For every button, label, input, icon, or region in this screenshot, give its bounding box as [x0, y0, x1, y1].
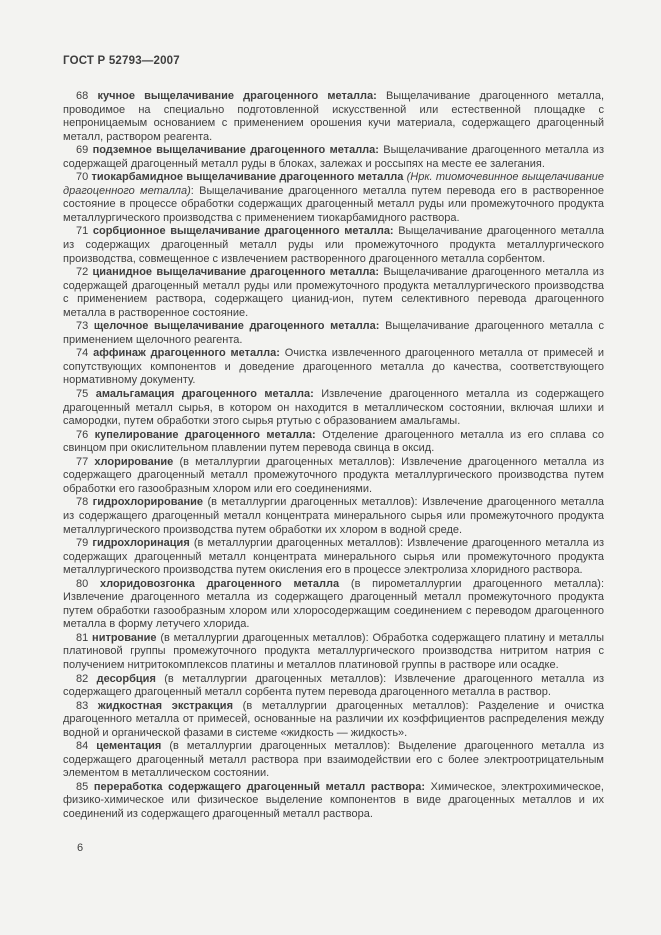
term-name: аффинаж драгоценного металла:: [93, 347, 280, 360]
term-note: (Нрк. тиомочевинное выщелачивание драгоценного металла): [63, 171, 604, 197]
term-item: 80 хлоридовозгонка драгоценного металла (в пирометаллургии драгоценного металла): Извлечение драгоценного металла из содержащего драгоценный металл промежуточного продукта путем обработки газообразным хлором или хлоросодержащим соединением с переводом драгоценного металла в форму летучего хлорида.: [63, 577, 604, 631]
term-name: купелирование драгоценного металла:: [94, 428, 316, 441]
term-item: 79 гидрохлоринация (в металлургии драгоценных металлов): Извлечение драгоценного металла из содержащих драгоценный металл концентрата минерального сырья или промежуточного продукта металлургического производства путем окисления его в процессе электролиза хлоридного раствора.: [63, 537, 605, 577]
page-number: 6: [77, 842, 84, 854]
term-name: переработка содержащего драгоценный металл раствора:: [93, 780, 426, 793]
term-definition: Выщелачивание драгоценного металла путем перевода его в растворенное состояние в процессе обработки содержащих драгоценный металл руды или промежуточного продукта металлургического производства с применением тиокарбамидного раствора.: [63, 184, 604, 224]
term-number: 78: [76, 496, 93, 509]
term-name: щелочное выщелачивание драгоценного металла:: [93, 320, 380, 333]
term-name: кучное выщелачивание драгоценного металла:: [97, 90, 377, 102]
term-qualifier: (в металлургии драгоценных металлов): [169, 740, 388, 753]
term-name: жидкостная экстракция: [97, 699, 233, 712]
term-number: 74: [76, 347, 94, 360]
term-item: [63, 320, 604, 347]
term-number: 75: [76, 388, 96, 401]
term-number: 71: [76, 225, 93, 238]
term-number: 69: [76, 144, 93, 157]
term-number: 83: [76, 699, 98, 712]
term-item: 77 хлорирование (в металлургии драгоценных металлов): Извлечение драгоценного металла из содержащего драгоценный металл промежуточного продукта металлургического производства путем обработки его газообразным хлором или его соединениями.: [63, 455, 604, 495]
term-qualifier: (в пирометаллургии драгоценного металла): [350, 577, 601, 590]
term-name: подземное выщелачивание драгоценного металла:: [92, 144, 379, 157]
term-number: 85: [76, 780, 94, 793]
term-number: 84: [76, 740, 97, 753]
term-item: 83 жидкостная экстракция (в металлургии драгоценных металлов): Разделение и очистка драгоценного металла от примесей, основанные на различии их коэффициентов распределения между водной и органической фазами в системе «жидкость — жидкость».: [63, 699, 604, 739]
term-name: сорбционное выщелачивание драгоценного металла:: [92, 225, 394, 238]
term-qualifier: (в металлургии драгоценных металлов): [193, 537, 401, 550]
term-number: 70: [76, 171, 92, 184]
term-definition: Извлечение драгоценного металла из содержащих драгоценный металл концентрата минерального сырья или промежуточного продукта металлургического производства путем окисления его в процессе электролиза хлоридного раствора.: [63, 537, 605, 577]
term-name: тиокарбамидное выщелачивание драгоценного металла: [91, 171, 404, 184]
term-definition: Извлечение драгоценного металла из содержащего драгоценный металл промежуточного продукта металлургического производства путем обработки его газообразным хлором или его соединениями.: [63, 455, 604, 495]
term-number: 72: [76, 266, 93, 279]
term-name: гидрохлоринация: [92, 537, 190, 550]
term-number: 80: [76, 577, 100, 590]
term-definition: Выделение драгоценного металла из содержащего драгоценный металл раствора при взаимодействии его с более электроотрицательным элементом в металлическом состоянии.: [63, 740, 605, 780]
term-definition: Химическое, электрохимическое, физико-химическое или физическое выделение компонентов в виде драгоценных металлов и их соединений из содержащего драгоценный металл раствора.: [63, 780, 604, 820]
term-qualifier: (в металлургии драгоценных металлов): [164, 672, 384, 685]
term-item: [63, 266, 604, 320]
term-number: 77: [76, 455, 95, 468]
document-code: ГОСТ Р 52793—2007: [63, 55, 180, 67]
term-name: цементация: [96, 740, 162, 753]
term-item: 82 десорбция (в металлургии драгоценных металлов): Извлечение драгоценного металла из содержащего драгоценный металл сорбента путем перевода драгоценного металла в раствор.: [63, 672, 605, 699]
terms-list: [63, 90, 604, 822]
term-qualifier: (в металлургии драгоценных металлов): [179, 455, 392, 468]
term-definition: Извлечение драгоценного металла из содержащего драгоценный металл сырья, в котором он находится в металлическом состоянии, включая шлихи и самородки, путем обработки этого сырья ртутью с образованием амальгамы.: [63, 388, 604, 428]
term-item: [63, 90, 604, 144]
term-name: десорбция: [96, 672, 156, 685]
term-definition: Разделение и очистка драгоценного металла от примесей, основанные на различии их коэффициентов распределения между водной и органической фазами в системе «жидкость — жидкость».: [63, 699, 604, 739]
term-number: 82: [76, 672, 97, 685]
term-item: 70 тиокарбамидное выщелачивание драгоценного металла (Нрк. тиомочевинное выщелачивание драгоценного металла): Выщелачивание драгоценного металла путем перевода его в растворенное состояние в процессе обработки содержащих драгоценный металл руды или промежуточного продукта металлургического производства с применением тиокарбамидного раствора.: [63, 171, 604, 224]
term-item: 78 гидрохлорирование (в металлургии драгоценных металлов): Извлечение драгоценного металла из содержащего драгоценный металл концентрата минерального сырья или промежуточного продукта металлургического производства путем обработки их хлором в водной среде.: [63, 496, 604, 536]
term-item: 81 нитрование (в металлургии драгоценных металлов): Обработка содержащего платину и металлы платиновой группы промежуточного продукта металлургического производства нитритом натрия с получением нитритокомплексов платины и металлов платиновой группы в растворе или осадке.: [63, 631, 604, 671]
term-number: 81: [76, 631, 93, 644]
term-qualifier: (в металлургии драгоценных металлов): [160, 631, 366, 644]
term-definition: Обработка содержащего платину и металлы платиновой группы промежуточного продукта металлургического производства нитритом натрия с получением нитритокомплексов платины и металлов платиновой группы в растворе или осадке.: [63, 631, 604, 671]
term-definition: Извлечение драгоценного металла из содержащего драгоценный металл промежуточного продукта путем обработки газообразным хлором или хлоросодержащим соединением с переводом драгоценного металла в форму летучего хлорида.: [63, 591, 604, 631]
term-item: [63, 781, 604, 822]
term-number: 79: [76, 537, 93, 550]
term-name: цианидное выщелачивание драгоценного металла:: [92, 266, 380, 279]
term-qualifier: (в металлургии драгоценных металлов): [207, 496, 415, 509]
term-definition: Извлечение драгоценного металла из содержащего драгоценный металл концентрата минерального сырья или промежуточного продукта металлургического производства путем обработки их хлором в водной среде.: [63, 496, 604, 536]
term-item: [63, 429, 604, 456]
term-definition: Выщелачивание драгоценного металла с применением щелочного реагента.: [63, 320, 604, 346]
term-number: 68: [76, 90, 98, 102]
term-name: амальгамация драгоценного металла:: [95, 388, 314, 401]
term-item: 84 цементация (в металлургии драгоценных металлов): Выделение драгоценного металла из содержащего драгоценный металл раствора при взаимодействии его с более электроотрицательным элементом в металлическом состоянии.: [63, 740, 605, 780]
term-item: [63, 144, 604, 171]
term-name: нитрование: [92, 631, 157, 644]
term-name: хлоридовозгонка драгоценного металла: [99, 577, 340, 590]
term-name: гидрохлорирование: [92, 496, 204, 509]
term-name: хлорирование: [94, 455, 174, 468]
term-definition: Выщелачивание драгоценного металла, проводимое на специально подготовленной искусственной или естественной площадке с непроницаемым основанием с применением орошения кучи материала, содержащего драгоценный металл, раствором реагента.: [63, 90, 605, 143]
term-definition: Очистка извлеченного драгоценного металла от примесей и сопутствующих компонентов и доведение драгоценного металла до качества, соответствующего нормативному документу.: [63, 347, 604, 387]
term-definition: Выщелачивание драгоценного металла из содержащих драгоценный металл руды или промежуточного продукта металлургического производства, совмещенное с извлечением растворенного драгоценного металла сорбентом.: [63, 225, 605, 265]
term-item: [63, 388, 604, 429]
term-number: 73: [76, 320, 94, 333]
term-definition: Выщелачивание драгоценного металла из содержащей драгоценный металл руды или промежуточного продукта металлургического производства с применением раствора, содержащего цианид-ион, путем селективного перевода драгоценного металла в растворенное состояние.: [63, 266, 604, 319]
term-item: [63, 225, 604, 266]
term-item: [63, 347, 604, 388]
term-number: 76: [76, 428, 95, 441]
term-definition: Выщелачивание драгоценного металла из содержащей драгоценный металл руды в блоках, залежах и россыпях на месте ее залегания.: [63, 144, 604, 170]
term-definition: Извлечение драгоценного металла из содержащего драгоценный металл сорбента путем перевода драгоценного металла в раствор.: [63, 672, 605, 699]
term-definition: Отделение драгоценного металла из его сплава со свинцом при окислительном плавлении путем перевода свинца в оксид.: [63, 428, 604, 455]
term-qualifier: (в металлургии драгоценных металлов): [242, 699, 466, 712]
